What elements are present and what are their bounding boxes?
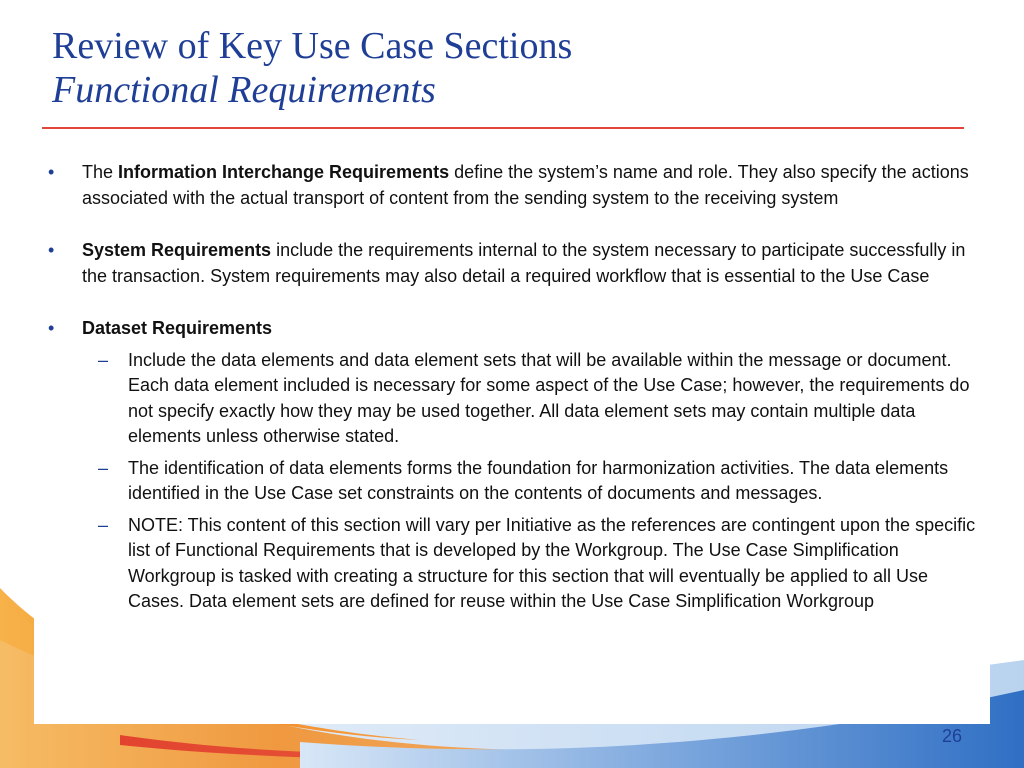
title-divider: [42, 127, 964, 129]
title-line-2: Functional Requirements: [52, 69, 436, 111]
bullet-information-interchange: [48, 160, 978, 211]
slide-title: [52, 24, 972, 112]
bullet-marker: •: [48, 162, 55, 182]
sub-bullet-text: NOTE: This content of this section will vary per Initiative as the references are contingent upon the specific list of Functional Requirements that is developed by the Workgroup. The Use Case Simplification Workgroup is tasked with creating a structure for this section that will eventually be applied to all Use Cases. Data element sets are defined for reuse within the Use Case Simplification Workgroup: [128, 514, 976, 611]
sub-bullet-marker: –: [98, 514, 109, 535]
bullet-system-requirements: [48, 238, 978, 289]
sub-bullet-marker: –: [98, 349, 109, 370]
sub-bullet-marker: –: [98, 457, 109, 478]
page-number: 26: [941, 726, 962, 746]
bullet-prefix: The: [82, 162, 119, 182]
sub-bullet: [48, 456, 978, 507]
title-line-1: Review of Key Use Case Sections: [52, 25, 573, 67]
slide-body: [48, 160, 978, 615]
bullet-keyword: Dataset Requirements: [82, 318, 273, 338]
bullet-keyword: System Requirements: [82, 240, 272, 260]
bullet-keyword: Information Interchange Requirements: [118, 162, 450, 182]
sub-bullet: [48, 513, 978, 615]
bullet-marker: •: [48, 318, 55, 338]
bullet-marker: •: [48, 240, 55, 260]
bullet-dataset-requirements: [48, 316, 978, 342]
sub-bullet-text: Include the data elements and data element sets that will be available within the message or document. Each data element included is necessary for some aspect of the Use Case; however, the requirements do not specify exactly how they may be used together. All data element sets may contain multiple data elements unless otherwise stated.: [128, 349, 970, 446]
bullet-text: define the system’s name and role. They also specify the actions associated with the actual transport of content from the sending system to the receiving system: [82, 162, 969, 208]
sub-bullet-text: The identification of data elements forms the foundation for harmonization activities. The data elements identified in the Use Case set constraints on the contents of documents and messages.: [128, 457, 949, 503]
sub-bullet: [48, 348, 978, 450]
bullet-text: include the requirements internal to the system necessary to participate successfully in the transaction. System requirements may also detail a required workflow that is essential to the Use Case: [82, 240, 966, 286]
